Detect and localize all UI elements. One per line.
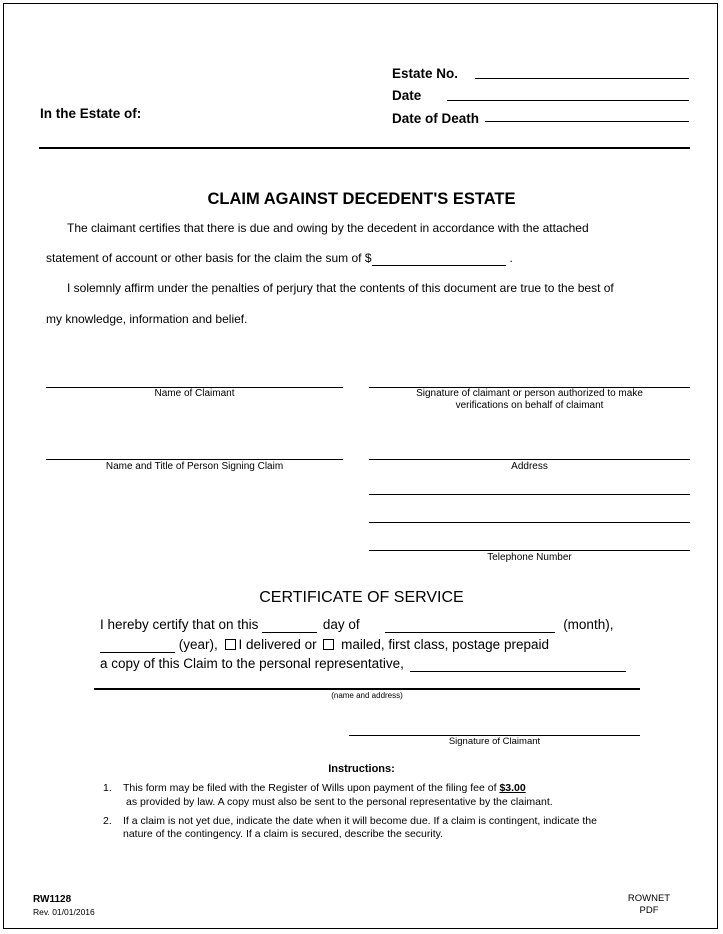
name-address-label: (name and address) bbox=[331, 691, 403, 700]
rownet-label: ROWNET bbox=[627, 893, 671, 904]
day-of-text: day of bbox=[322, 617, 360, 632]
claimant-signature-label-1: Signature of claimant or person authorized to make bbox=[416, 388, 643, 399]
mailed-checkbox[interactable] bbox=[323, 639, 334, 650]
instruction-1-line2: as provided by law. A copy must also be sent to the personal representative by the claimant. bbox=[126, 796, 553, 808]
claim-para2-line1: I solemnly affirm under the penalties of perjury that the contents of this document are true to the best of bbox=[67, 281, 614, 295]
signer-name-title-label: Name and Title of Person Signing Claim bbox=[105, 461, 284, 472]
certify-text: I hereby certify that on this bbox=[100, 617, 259, 632]
pdf-label: PDF bbox=[639, 905, 659, 916]
estate-no-label: Estate No. bbox=[392, 66, 459, 81]
certificate-line2 bbox=[100, 637, 549, 653]
instruction-2-line1: If a claim is not yet due, indicate the date when it will become due. If a claim is contingent, indicate the bbox=[123, 815, 597, 827]
claim-para2-line2: my knowledge, information and belief. bbox=[46, 312, 248, 326]
address-field[interactable] bbox=[369, 459, 690, 460]
date-of-death-label: Date of Death bbox=[392, 111, 480, 126]
claim-sum-field[interactable] bbox=[372, 251, 506, 266]
year-text: (year), bbox=[178, 637, 218, 652]
certificate-signature-label: Signature of Claimant bbox=[448, 736, 541, 747]
claim-para1-line1: The claimant certifies that there is due and owing by the decedent in accordance with the attached bbox=[67, 221, 589, 235]
date-of-death-field[interactable] bbox=[485, 121, 689, 122]
claimant-name-label: Name of Claimant bbox=[154, 388, 235, 399]
name-address-field[interactable] bbox=[94, 688, 640, 690]
mailed-text: mailed, first class, postage prepaid bbox=[341, 637, 549, 652]
month-field[interactable] bbox=[385, 617, 555, 633]
form-id: RW1128 bbox=[33, 894, 72, 905]
claim-title: CLAIM AGAINST DECEDENT'S ESTATE bbox=[207, 190, 516, 208]
in-estate-label: In the Estate of: bbox=[40, 106, 142, 121]
claim-para1-line2 bbox=[46, 251, 513, 266]
representative-field[interactable] bbox=[410, 656, 626, 672]
estate-no-field[interactable] bbox=[475, 78, 689, 79]
year-field[interactable] bbox=[100, 637, 175, 653]
certificate-line3 bbox=[100, 656, 626, 672]
claim-sum-prefix: statement of account or other basis for the claim the sum of $ bbox=[46, 251, 372, 265]
instruction-2-line2: nature of the contingency. If a claim is secured, describe the security. bbox=[123, 828, 444, 840]
instructions-heading: Instructions: bbox=[328, 763, 395, 775]
day-field[interactable] bbox=[262, 617, 317, 633]
instruction-1-line1 bbox=[123, 782, 526, 794]
telephone-field[interactable] bbox=[369, 550, 690, 551]
signer-name-title-field[interactable] bbox=[46, 459, 343, 460]
instruction-1-text: This form may be filed with the Register of Wills upon payment of the filing fee of bbox=[123, 782, 497, 794]
form-revision: Rev. 01/01/2016 bbox=[33, 907, 95, 917]
certificate-line1 bbox=[100, 617, 613, 633]
claim-sum-suffix: . bbox=[509, 251, 513, 265]
date-label: Date bbox=[392, 88, 422, 103]
month-text: (month), bbox=[563, 617, 614, 632]
instruction-1-num: 1. bbox=[103, 782, 112, 794]
address-field-3[interactable] bbox=[369, 522, 690, 523]
certificate-title: CERTIFICATE OF SERVICE bbox=[259, 589, 464, 606]
delivered-checkbox[interactable] bbox=[225, 639, 236, 650]
copy-text: a copy of this Claim to the personal representative, bbox=[100, 656, 404, 671]
date-field[interactable] bbox=[447, 100, 689, 101]
instruction-2-num: 2. bbox=[103, 815, 112, 827]
address-label: Address bbox=[511, 461, 548, 472]
header-divider bbox=[39, 147, 690, 149]
claimant-signature-label-2: verifications on behalf of claimant bbox=[455, 400, 604, 411]
delivered-text: I delivered or bbox=[238, 637, 317, 652]
telephone-label: Telephone Number bbox=[487, 552, 572, 563]
address-field-2[interactable] bbox=[369, 494, 690, 495]
filing-fee: $3.00 bbox=[499, 782, 526, 794]
